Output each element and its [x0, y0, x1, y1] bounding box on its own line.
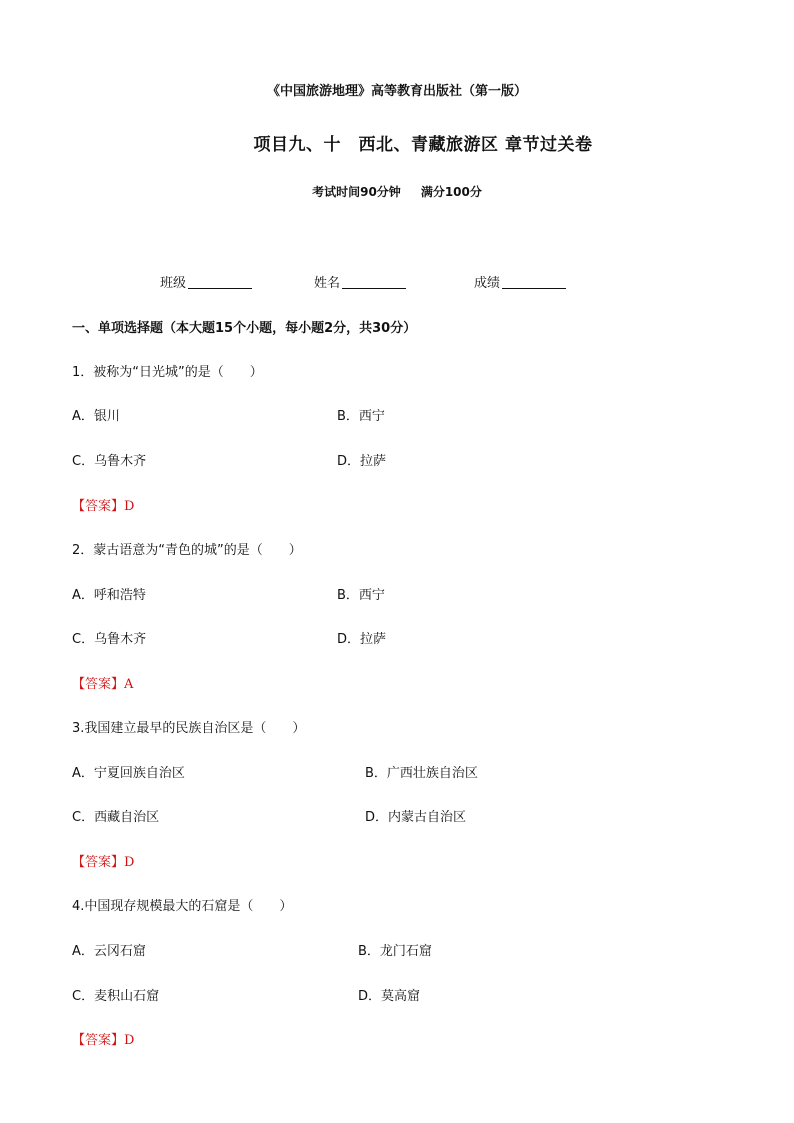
- question-3-answer: [72, 851, 134, 870]
- question-3-option-b: B．广西壮族自治区: [365, 766, 478, 781]
- full-score: 满分100分: [420, 185, 482, 199]
- name-blank[interactable]: [342, 275, 406, 289]
- exam-time: 考试时间90分钟: [312, 185, 401, 199]
- answer-tag: 【答案】: [72, 1033, 125, 1048]
- answer-tag: 【答案】: [72, 499, 125, 514]
- question-1-option-a: A．银川: [72, 409, 120, 424]
- question-1-option-b: B．西宁: [337, 409, 385, 424]
- question-2: 2．蒙古语意为“青色的城”的是（ ）: [72, 543, 302, 558]
- score-blank[interactable]: [502, 275, 566, 289]
- question-4-answer: [72, 1029, 134, 1048]
- answer-value: D: [124, 855, 135, 870]
- question-4-option-a: A．云冈石窟: [72, 944, 146, 959]
- answer-value: D: [124, 499, 135, 514]
- question-3-option-d: D．内蒙古自治区: [365, 810, 467, 825]
- question-3-option-a: A．宁夏回族自治区: [72, 766, 185, 781]
- class-field: [160, 272, 252, 291]
- score-field: [474, 272, 566, 291]
- question-1-answer: [72, 495, 134, 514]
- exam-info: [0, 183, 794, 200]
- book-subtitle: 《中国旅游地理》高等教育出版社（第一版）: [266, 84, 527, 99]
- answer-value: A: [124, 677, 134, 692]
- question-2-option-c: C．乌鲁木齐: [72, 632, 147, 647]
- name-label: 姓名: [314, 276, 341, 291]
- question-3-option-c: C．西藏自治区: [72, 810, 160, 825]
- question-4-option-c: C．麦积山石窟: [72, 989, 160, 1004]
- class-label: 班级: [160, 276, 187, 291]
- page-title: 项目九、十 西北、青藏旅游区 章节过关卷: [253, 135, 593, 155]
- class-blank[interactable]: [188, 275, 252, 289]
- question-1: 1．被称为“日光城”的是（ ）: [72, 365, 263, 380]
- question-2-answer: [72, 673, 133, 692]
- question-1-option-d: D．拉萨: [337, 454, 387, 469]
- question-4-option-b: B．龙门石窟: [358, 944, 432, 959]
- question-2-option-a: A．呼和浩特: [72, 588, 146, 603]
- answer-tag: 【答案】: [72, 855, 125, 870]
- answer-value: D: [124, 1033, 135, 1048]
- question-2-option-d: D．拉萨: [337, 632, 387, 647]
- section-title: 一、单项选择题（本大题15个小题，每小题2分，共30分）: [72, 321, 417, 336]
- question-1-option-c: C．乌鲁木齐: [72, 454, 147, 469]
- question-3: 3.我国建立最早的民族自治区是（ ）: [72, 721, 306, 736]
- answer-tag: 【答案】: [72, 677, 125, 692]
- question-2-option-b: B．西宁: [337, 588, 385, 603]
- name-field: [314, 272, 406, 291]
- score-label: 成绩: [474, 276, 501, 291]
- question-4-option-d: D．莫高窟: [358, 989, 421, 1004]
- question-4: 4.中国现存规模最大的石窟是（ ）: [72, 899, 293, 914]
